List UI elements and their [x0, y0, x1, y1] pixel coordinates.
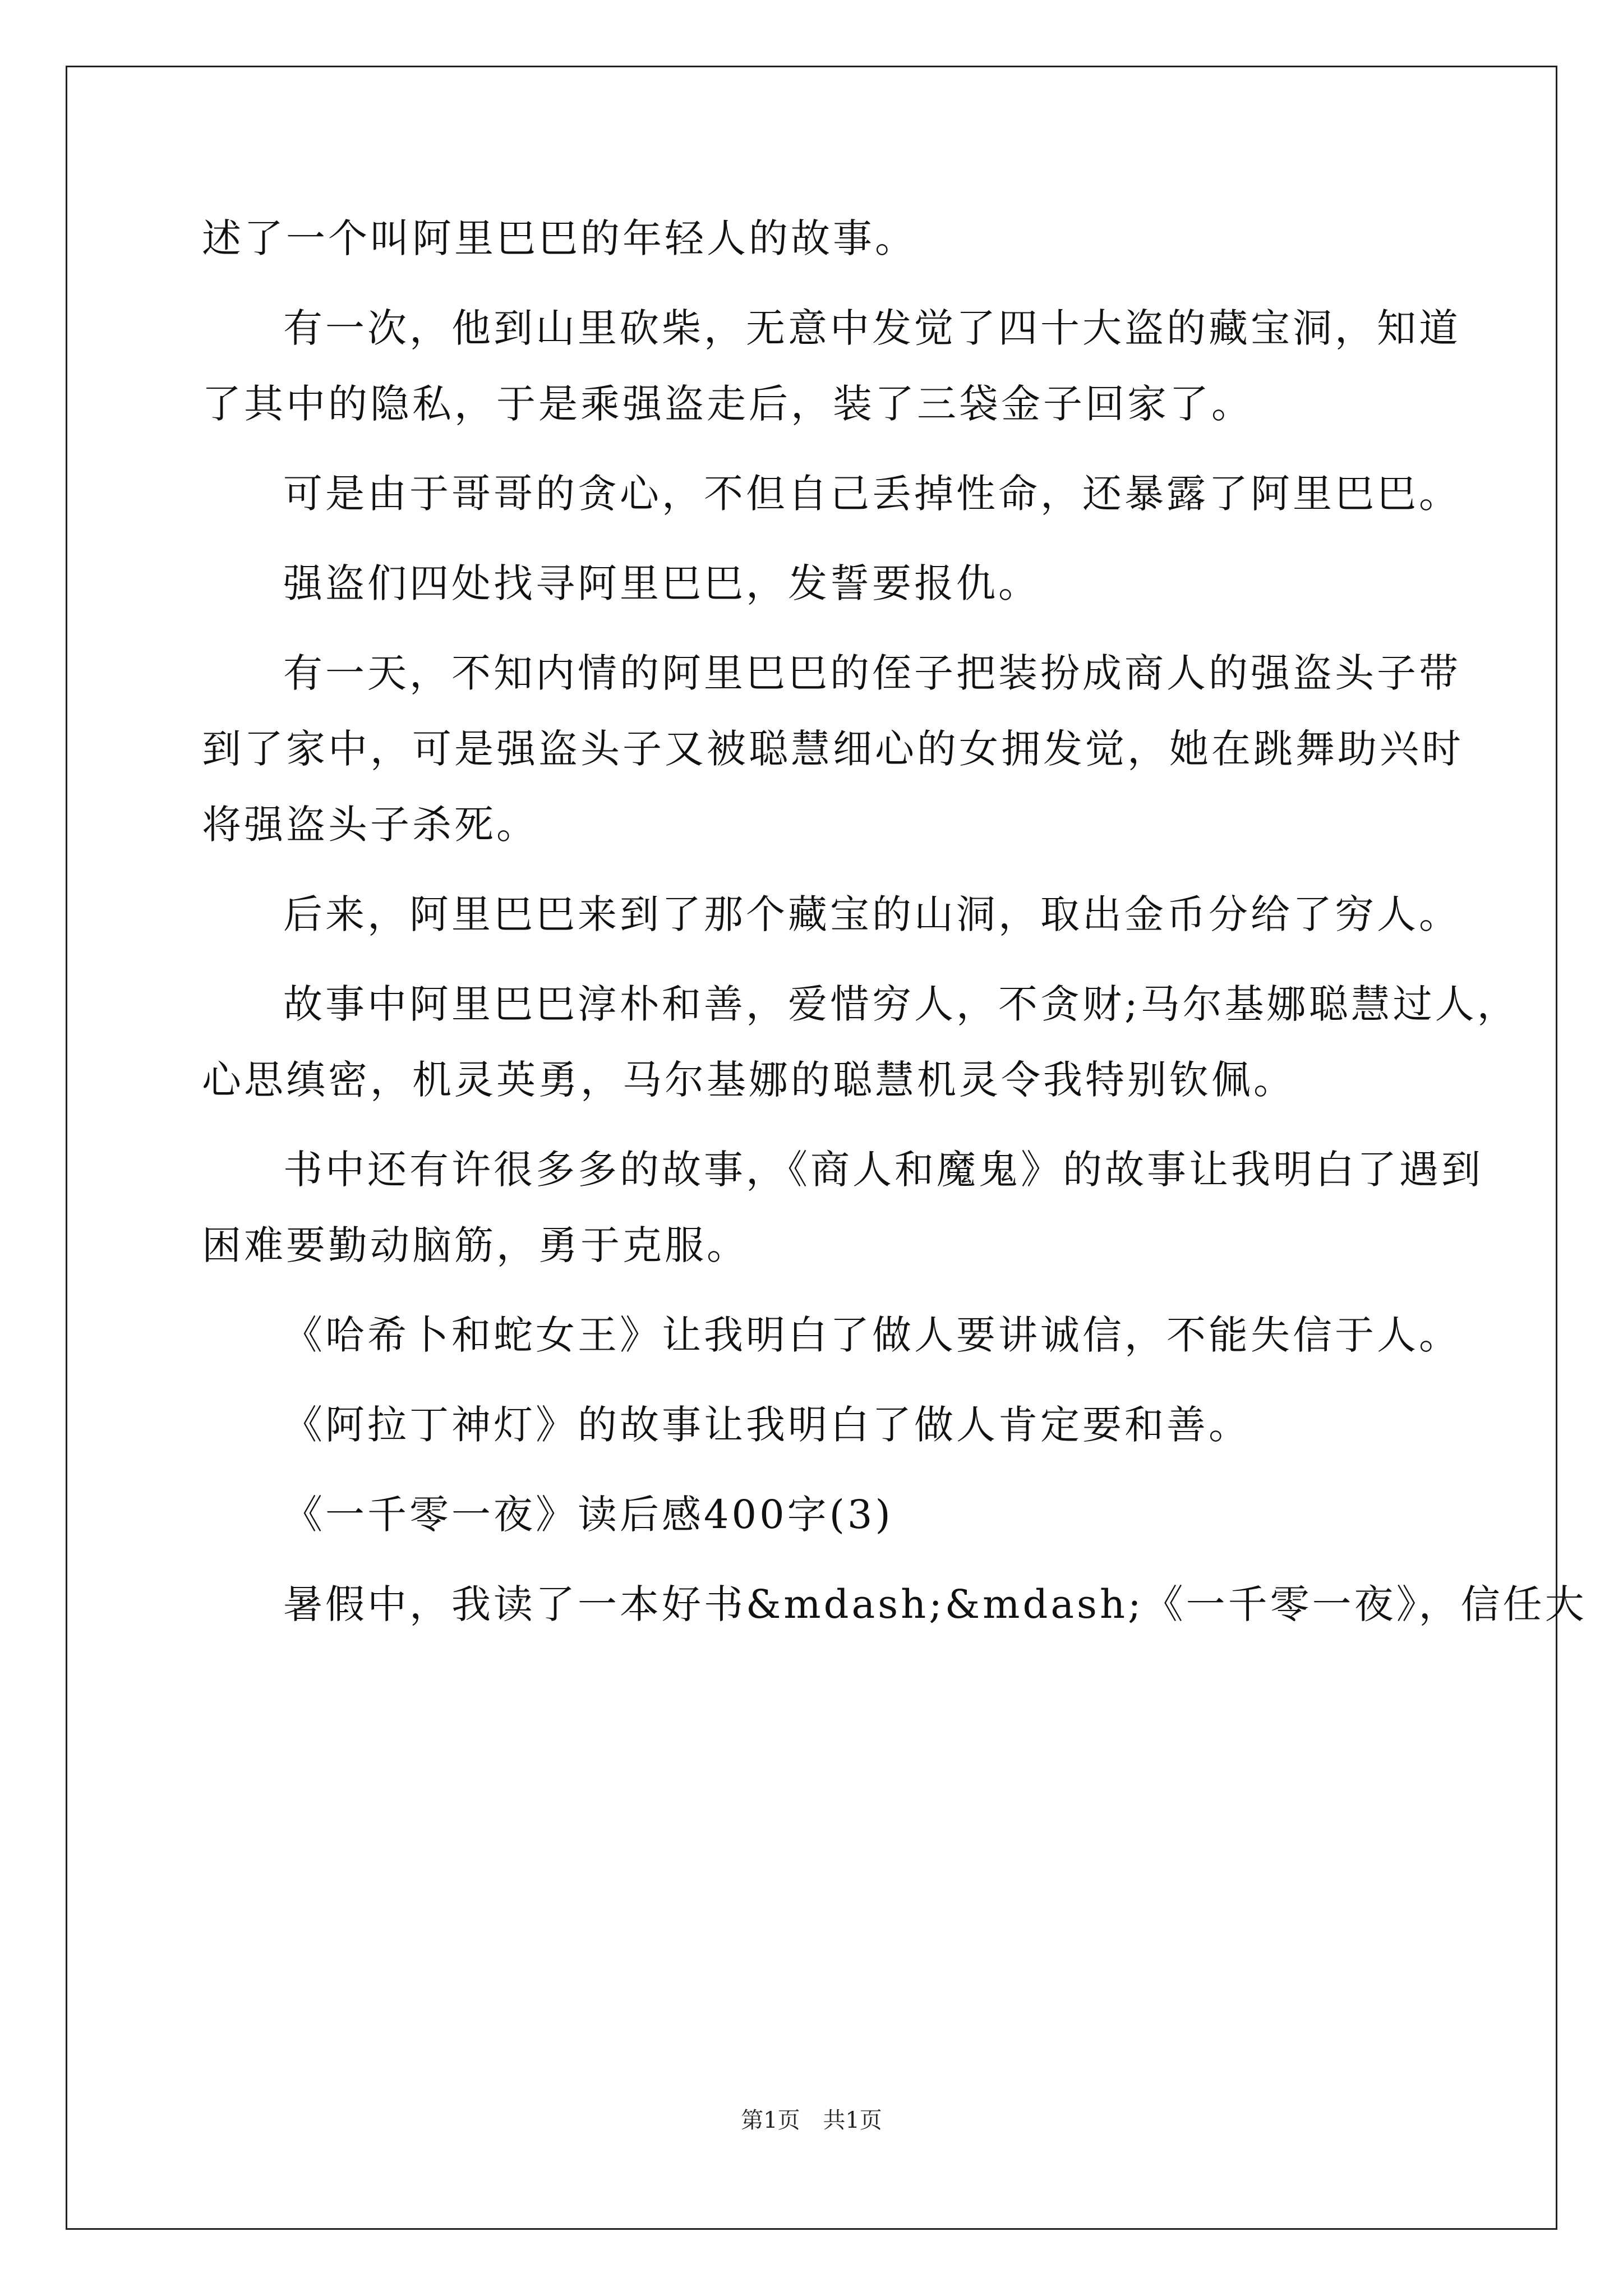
paragraph-line: 书中还有许很多多的故事，《商人和魔鬼》的故事让我明白了遇到	[283, 1147, 1483, 1193]
paragraph-line: 强盗们四处找寻阿里巴巴，发誓要报仇。	[283, 560, 1040, 606]
page-footer	[0, 2106, 1623, 2134]
text-line: 到了家中，可是强盗头子又被聪慧细心的女拥发觉，她在跳舞助兴时	[202, 726, 1464, 772]
paragraph-line: 《阿拉丁神灯》的故事让我明白了做人肯定要和善。	[283, 1402, 1251, 1448]
text-line: 困难要勤动脑筋，勇于克服。	[202, 1222, 749, 1268]
paragraph-line: 有一次，他到山里砍柴，无意中发觉了四十大盗的藏宝洞，知道	[283, 305, 1461, 351]
paragraph-line: 《哈希卜和蛇女王》让我明白了做人要讲诚信，不能失信于人。	[283, 1312, 1461, 1358]
paragraph-line: 故事中阿里巴巴淳朴和善，爱惜穷人，不贪财;马尔基娜聪慧过人，	[283, 981, 1519, 1027]
page-number: 第1页	[741, 2108, 800, 2133]
text-line: 了其中的隐私，于是乘强盗走后，装了三袋金子回家了。	[202, 381, 1253, 427]
page-total: 共1页	[823, 2108, 882, 2133]
paragraph-line: 有一天，不知内情的阿里巴巴的侄子把装扮成商人的强盗头子带	[283, 650, 1461, 696]
paragraph-line: 可是由于哥哥的贪心，不但自己丢掉性命，还暴露了阿里巴巴。	[283, 471, 1461, 517]
paragraph-line: 暑假中，我读了一本好书&mdash;&mdash;《一千零一夜》，信任大	[283, 1581, 1587, 1627]
text-line: 心思缜密，机灵英勇，马尔基娜的聪慧机灵令我特别钦佩。	[202, 1057, 1295, 1103]
text-line: 将强盗头子杀死。	[202, 802, 538, 848]
section-heading: 《一千零一夜》读后感400字(3)	[283, 1492, 893, 1538]
text-line: 述了一个叫阿里巴巴的年轻人的故事。	[202, 215, 917, 261]
paragraph-line: 后来，阿里巴巴来到了那个藏宝的山洞，取出金币分给了穷人。	[283, 891, 1461, 937]
